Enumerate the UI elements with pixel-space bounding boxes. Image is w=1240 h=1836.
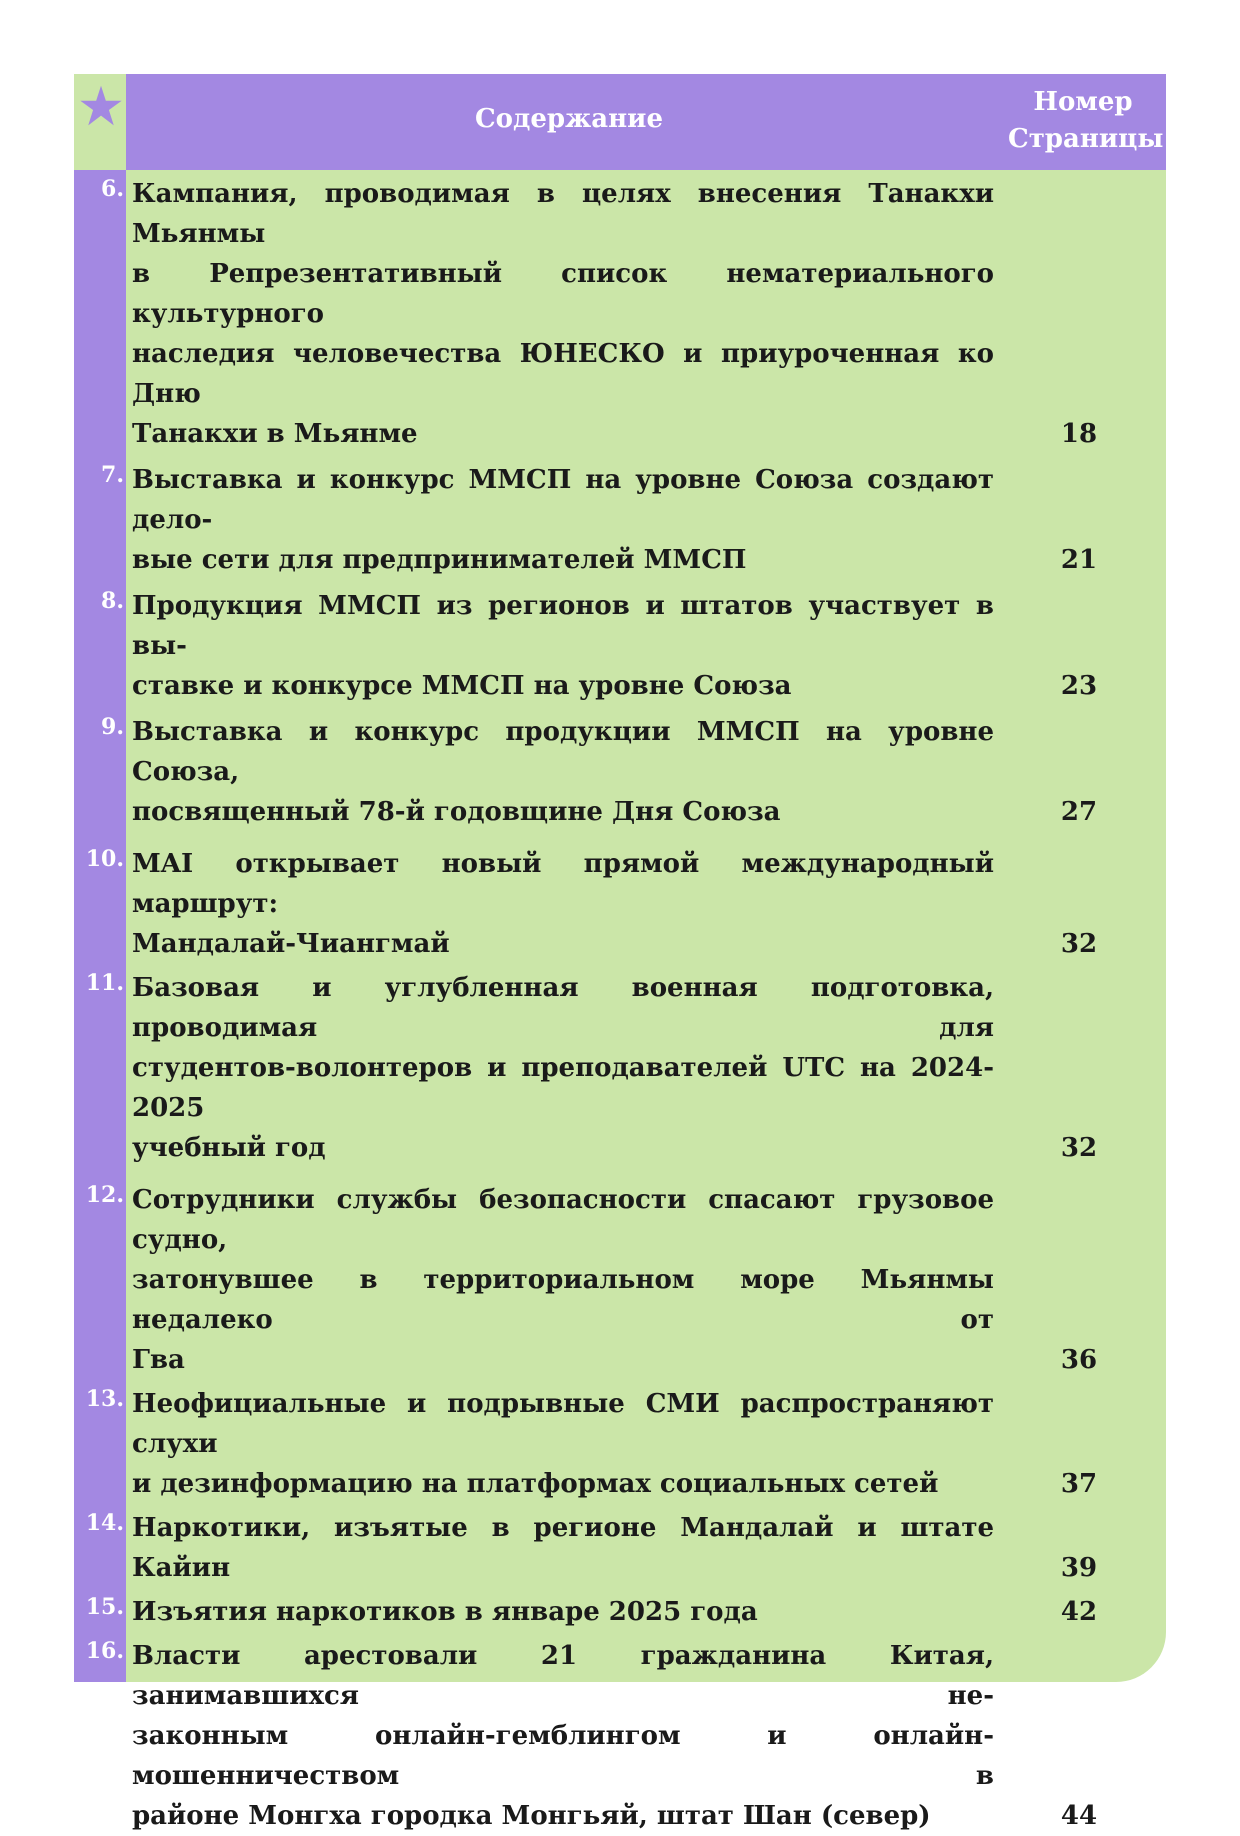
toc-entry <box>74 1592 1166 1632</box>
toc-entry <box>74 1384 1166 1504</box>
entry-title-line: Неофициальные и подрывные СМИ распространяют слухи <box>132 1389 994 1459</box>
entry-number: 9. <box>101 714 124 740</box>
entry-title <box>132 1592 994 1632</box>
toc-entry <box>74 844 1166 964</box>
entry-title-line: студентов-волонтеров и преподавателей UTC на 2024-2025 <box>132 1053 994 1123</box>
entry-title-line: вые сети для предпринимателей ММСП <box>132 545 747 575</box>
page-number-header-line1: Номер <box>1033 87 1133 117</box>
entry-title-line: Танакхи в Мьянме <box>132 419 418 449</box>
toc-entry <box>74 1636 1166 1836</box>
entry-title <box>132 1636 994 1836</box>
entry-number: 14. <box>85 1510 124 1536</box>
table-header <box>126 74 1166 170</box>
entry-title-line: законным онлайн-гемблингом и онлайн-мошенничеством в <box>132 1721 994 1791</box>
entry-title-line: Базовая и углубленная военная подготовка, проводимая для <box>132 973 994 1043</box>
entry-title <box>132 712 994 832</box>
entry-title-line: и дезинформацию на платформах социальных сетей <box>132 1469 939 1499</box>
contents-title: Содержание <box>474 104 664 134</box>
entry-title-line: в Репрезентативный список нематериального культурного <box>132 259 994 329</box>
entry-title-line: Мандалай-Чиангмай <box>132 929 450 959</box>
entry-title-line: Продукция ММСП из регионов и штатов участвует в вы- <box>132 591 994 661</box>
toc-entry <box>74 968 1166 1168</box>
entry-title <box>132 1180 994 1380</box>
entry-title-line: наследия человечества ЮНЕСКО и приуроченная ко Дню <box>132 339 994 409</box>
entry-number: 15. <box>85 1594 124 1620</box>
entry-page-number: 42 <box>1060 1597 1098 1627</box>
entry-title-line: посвященный 78-й годовщине Дня Союза <box>132 797 781 827</box>
entry-number: 10. <box>85 846 124 872</box>
entry-title <box>132 968 994 1168</box>
entry-number: 16. <box>85 1638 124 1664</box>
star-icon <box>79 84 123 128</box>
entry-title <box>132 460 994 580</box>
entry-title-line: Выставка и конкурс ММСП на уровне Союза создают дело- <box>132 465 994 535</box>
toc-entry <box>74 712 1166 832</box>
entry-number: 12. <box>85 1182 124 1208</box>
page-number-header <box>1008 84 1164 158</box>
corner-badge <box>74 74 126 170</box>
entry-title-line: Изъятия наркотиков в январе 2025 года <box>132 1597 758 1627</box>
toc-entry <box>74 174 1166 454</box>
entry-page-number: 39 <box>1060 1553 1098 1583</box>
contents-panel <box>74 74 1166 1831</box>
toc-entry <box>74 1508 1166 1588</box>
entry-page-number: 36 <box>1060 1345 1098 1375</box>
entry-title-line: затонувшее в территориальном море Мьянмы недалеко от <box>132 1265 994 1335</box>
entry-page-number: 37 <box>1060 1469 1098 1499</box>
entry-page-number: 32 <box>1060 929 1098 959</box>
entry-page-number: 21 <box>1060 545 1098 575</box>
entry-title-line: Власти арестовали 21 гражданина Китая, занимавшихся не- <box>132 1641 994 1711</box>
entry-title-line: районе Монгха городка Монгьяй, штат Шан (север) <box>132 1801 931 1831</box>
entry-page-number: 18 <box>1060 419 1098 449</box>
entry-page-number: 32 <box>1060 1133 1098 1163</box>
entry-title-line: учебный год <box>132 1133 326 1163</box>
entry-number: 11. <box>85 970 124 996</box>
entry-page-number: 27 <box>1060 797 1098 827</box>
entry-page-number: 44 <box>1060 1801 1098 1831</box>
entry-title-line: Наркотики, изъятые в регионе Мандалай и штате Кайин <box>132 1513 994 1583</box>
entry-title <box>132 174 994 454</box>
toc-entry <box>74 586 1166 706</box>
entry-title <box>132 586 994 706</box>
entry-number: 13. <box>85 1386 124 1412</box>
entry-number: 6. <box>101 176 124 202</box>
entry-title-line: Сотрудники службы безопасности спасают грузовое судно, <box>132 1185 994 1255</box>
entry-number: 8. <box>101 588 124 614</box>
toc-entry <box>74 1180 1166 1380</box>
toc-entry <box>74 460 1166 580</box>
entry-number: 7. <box>101 462 124 488</box>
entry-title <box>132 844 994 964</box>
entry-title-line: Гва <box>132 1345 185 1375</box>
entry-title-line: Кампания, проводимая в целях внесения Танакхи Мьянмы <box>132 179 994 249</box>
page-number-header-line2: Страницы <box>1008 124 1164 154</box>
entry-title-line: Выставка и конкурс продукции ММСП на уровне Союза, <box>132 717 994 787</box>
entry-title-line: ставке и конкурсе ММСП на уровне Союза <box>132 671 792 701</box>
entry-title-line: MAI открывает новый прямой международный маршрут: <box>132 849 994 919</box>
entry-page-number: 23 <box>1060 671 1098 701</box>
toc-list <box>74 170 1166 1836</box>
entry-title <box>132 1508 994 1588</box>
entry-title <box>132 1384 994 1504</box>
